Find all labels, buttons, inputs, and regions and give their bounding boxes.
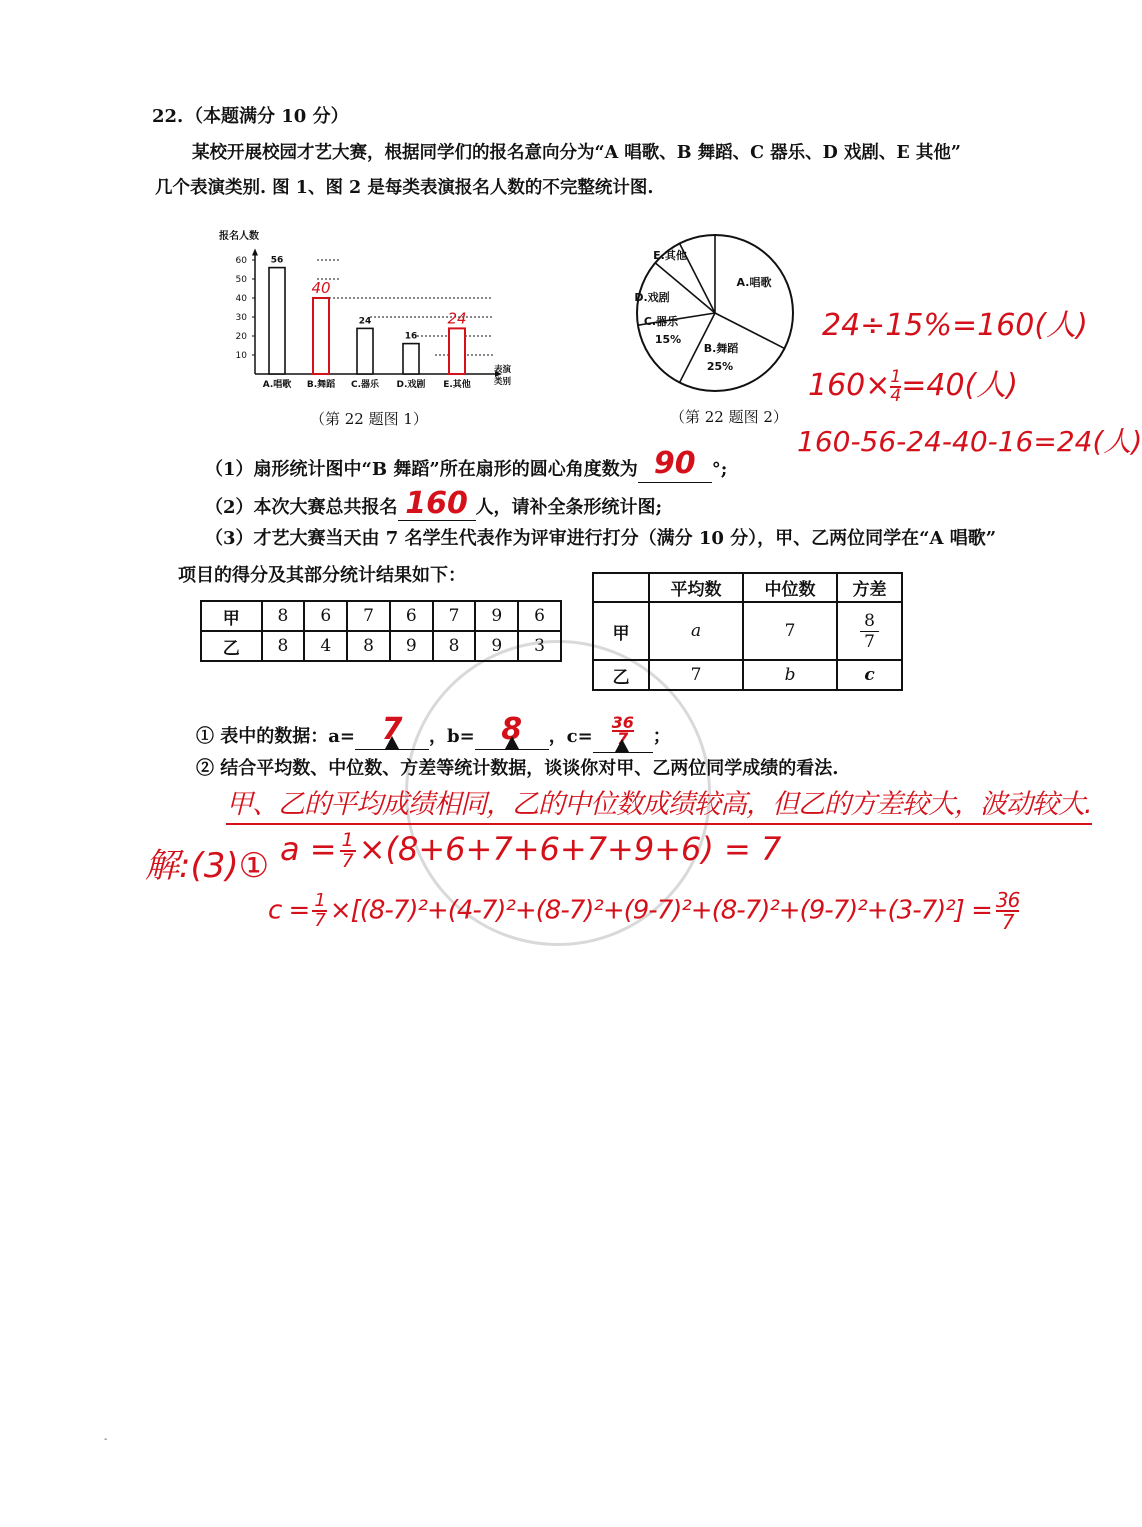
question-3-line1: （3）才艺大赛当天由 7 名学生代表作为评审进行打分（满分 10 分），甲、乙两位同学在“A 唱歌” bbox=[205, 528, 997, 549]
table-row bbox=[593, 573, 902, 602]
sub-question-1-end: ； bbox=[652, 726, 671, 747]
table-cell: 6 bbox=[518, 601, 561, 631]
pie-chart-caption: （第 22 题图 2） bbox=[670, 408, 788, 426]
question-2-suffix: 人，请补全条形统计图; bbox=[475, 497, 663, 518]
table-header: 中位数 bbox=[743, 573, 837, 602]
answer-c-den: 7 bbox=[617, 729, 629, 748]
question-2-text: （2）本次大赛总共报名 bbox=[205, 497, 398, 518]
table-cell: 6 bbox=[304, 601, 347, 631]
pie-slice-label: D.戏剧 bbox=[634, 291, 670, 304]
side-work-line2-pre: 160× bbox=[808, 368, 891, 403]
question-3-line2: 项目的得分及其部分统计结果如下： bbox=[178, 565, 466, 586]
table-cell: 9 bbox=[475, 631, 518, 661]
blank-c bbox=[593, 713, 653, 753]
x-axis-label-line2: 类别 bbox=[494, 377, 512, 387]
blank-a bbox=[355, 712, 429, 750]
side-work-line2-post: =40(人) bbox=[901, 368, 1018, 403]
side-work-line2 bbox=[808, 360, 1018, 405]
y-axis-label: 报名人数 bbox=[219, 231, 259, 242]
table-cell: 乙 bbox=[201, 631, 262, 661]
frac-num: 36 bbox=[995, 888, 1020, 912]
table-cell: 4 bbox=[304, 631, 347, 661]
bar-value-label: 16 bbox=[404, 331, 418, 342]
table-cell: 8 bbox=[433, 631, 476, 661]
cursor-marker-icon bbox=[615, 739, 629, 752]
stats-table bbox=[592, 572, 903, 691]
table-cell: 甲 bbox=[593, 602, 649, 660]
frac-den: 4 bbox=[890, 385, 902, 406]
table-cell: 7 bbox=[347, 601, 390, 631]
x-tick-label: C.器乐 bbox=[350, 380, 380, 390]
bar bbox=[403, 344, 419, 374]
solution-c-post: ×[(8-7)²+(4-7)²+(8-7)²+(9-7)²+(8-7)²+(9-7)²+(3-7)²] = bbox=[329, 895, 992, 926]
bar-chart bbox=[205, 222, 535, 407]
bar bbox=[313, 298, 329, 374]
table-cell: 9 bbox=[390, 631, 433, 661]
pie-slice-label: B.舞蹈 bbox=[703, 342, 739, 355]
y-tick-label: 40 bbox=[235, 294, 247, 304]
table-cell: b bbox=[743, 660, 837, 690]
sub-question-2: ② 结合平均数、中位数、方差等统计数据，谈谈你对甲、乙两位同学成绩的看法. bbox=[196, 758, 839, 779]
problem-number: 22. bbox=[152, 106, 184, 127]
sub-question-1-mid2: ，c= bbox=[548, 726, 593, 747]
table-cell: 甲 bbox=[201, 601, 262, 631]
sub-question-1-mid1: ，b= bbox=[429, 726, 475, 747]
frac-num: 1 bbox=[341, 829, 354, 851]
y-tick-label: 60 bbox=[235, 256, 247, 266]
frac-den: 7 bbox=[1001, 910, 1014, 934]
table-cell: 9 bbox=[475, 601, 518, 631]
x-axis-label-line1: 表演 bbox=[494, 365, 512, 375]
problem-intro-line1: 某校开展校园才艺大赛，根据同学们的报名意向分为“A 唱歌、B 舞蹈、C 器乐、D 戏剧、E 其他” bbox=[192, 143, 961, 163]
bar bbox=[269, 268, 285, 374]
question-1-suffix: °; bbox=[711, 459, 728, 480]
bar-value-label-handwritten: 24 bbox=[447, 309, 467, 328]
side-work-line1: 24÷15%=160(人) bbox=[822, 308, 1088, 343]
cursor-marker-icon bbox=[385, 736, 399, 749]
sub-question-1 bbox=[196, 712, 671, 753]
table-row bbox=[593, 660, 902, 690]
side-work-line3: 160-56-24-40-16=24(人) bbox=[797, 425, 1142, 458]
bar-value-label: 24 bbox=[358, 316, 372, 327]
y-tick-label: 20 bbox=[235, 332, 247, 342]
blank-b bbox=[475, 712, 549, 750]
question-2 bbox=[205, 486, 663, 521]
question-1-text: （1）扇形统计图中“B 舞蹈”所在扇形的圆心角度数为 bbox=[205, 459, 638, 480]
bar-value-label: 56 bbox=[270, 255, 284, 266]
footer-mark: - bbox=[104, 1434, 108, 1445]
table-cell-fraction bbox=[837, 602, 902, 660]
fraction-numerator: 8 bbox=[860, 611, 879, 632]
x-tick-label: D.戏剧 bbox=[396, 380, 426, 390]
table-row bbox=[201, 631, 561, 661]
bar bbox=[449, 328, 465, 374]
side-work-line2-frac bbox=[890, 366, 902, 406]
question-2-answer: 160 bbox=[405, 486, 468, 521]
table-header bbox=[593, 573, 649, 602]
table-cell: c bbox=[837, 660, 902, 690]
y-tick-label: 50 bbox=[235, 275, 247, 285]
cursor-marker-icon bbox=[505, 736, 519, 749]
table-cell: 8 bbox=[262, 631, 305, 661]
table-header: 平均数 bbox=[649, 573, 743, 602]
table-row bbox=[201, 601, 561, 631]
question-1 bbox=[205, 446, 728, 483]
answer-a: 7 bbox=[381, 712, 403, 747]
pie-slice-percent: 15% bbox=[654, 333, 682, 346]
scores-table bbox=[200, 600, 562, 662]
handwritten-solution-a bbox=[280, 830, 781, 871]
pie-slice-label: A.唱歌 bbox=[736, 276, 772, 289]
x-tick-label: B.舞蹈 bbox=[306, 380, 336, 390]
pie-chart bbox=[630, 228, 800, 398]
problem-intro-line2: 几个表演类别. 图 1、图 2 是每类表演报名人数的不完整统计图. bbox=[155, 178, 654, 198]
table-cell: 6 bbox=[390, 601, 433, 631]
y-axis-arrow-icon bbox=[252, 249, 258, 256]
frac-num: 1 bbox=[314, 890, 325, 911]
table-header: 方差 bbox=[837, 573, 902, 602]
frac-den: 7 bbox=[341, 850, 354, 872]
answer-b: 8 bbox=[501, 712, 523, 747]
sub-question-1-prefix: ① 表中的数据：a= bbox=[196, 726, 356, 747]
solution-c-result bbox=[996, 890, 1019, 932]
solution-a-post: ×(8+6+7+6+7+9+6) = 7 bbox=[358, 830, 782, 868]
table-cell: a bbox=[649, 602, 743, 660]
y-tick-label: 30 bbox=[235, 313, 247, 323]
bar-chart-caption: （第 22 题图 1） bbox=[310, 410, 428, 428]
table-cell: 3 bbox=[518, 631, 561, 661]
solution-a-pre: a = bbox=[280, 830, 337, 868]
y-tick-label: 10 bbox=[235, 351, 247, 361]
solution-a-frac bbox=[340, 831, 356, 871]
handwritten-opinion: 甲、乙的平均成绩相同，乙的中位数成绩较高，但乙的方差较大，波动较大. bbox=[226, 782, 1092, 825]
problem-points: （本题满分 10 分） bbox=[185, 106, 349, 127]
pie-slice-percent: 25% bbox=[706, 360, 734, 373]
table-cell: 7 bbox=[743, 602, 837, 660]
bar-value-label-handwritten: 40 bbox=[311, 279, 331, 297]
frac-num: 1 bbox=[890, 366, 902, 387]
frac-den: 7 bbox=[314, 910, 325, 931]
answer-c-num: 36 bbox=[611, 713, 634, 732]
table-cell: 7 bbox=[433, 601, 476, 631]
handwritten-solution-c bbox=[268, 890, 1019, 932]
table-cell: 8 bbox=[262, 601, 305, 631]
table-cell: 8 bbox=[347, 631, 390, 661]
fraction-denominator: 7 bbox=[864, 631, 875, 652]
bar bbox=[357, 328, 373, 374]
pie-slice-label: E.其他 bbox=[653, 249, 687, 262]
question-1-blank bbox=[638, 446, 712, 483]
table-row bbox=[593, 602, 902, 660]
x-tick-label: E.其他 bbox=[443, 380, 471, 390]
solution-c-pre: c = bbox=[268, 895, 310, 926]
handwritten-solution-label: 解:(3)① bbox=[145, 846, 270, 886]
question-1-answer: 90 bbox=[653, 446, 696, 481]
x-tick-label: A.唱歌 bbox=[262, 380, 292, 390]
table-cell: 7 bbox=[649, 660, 743, 690]
solution-c-frac bbox=[312, 892, 326, 930]
question-2-blank bbox=[398, 486, 476, 521]
table-cell: 乙 bbox=[593, 660, 649, 690]
pie-slice-label: C.器乐 bbox=[643, 315, 679, 328]
